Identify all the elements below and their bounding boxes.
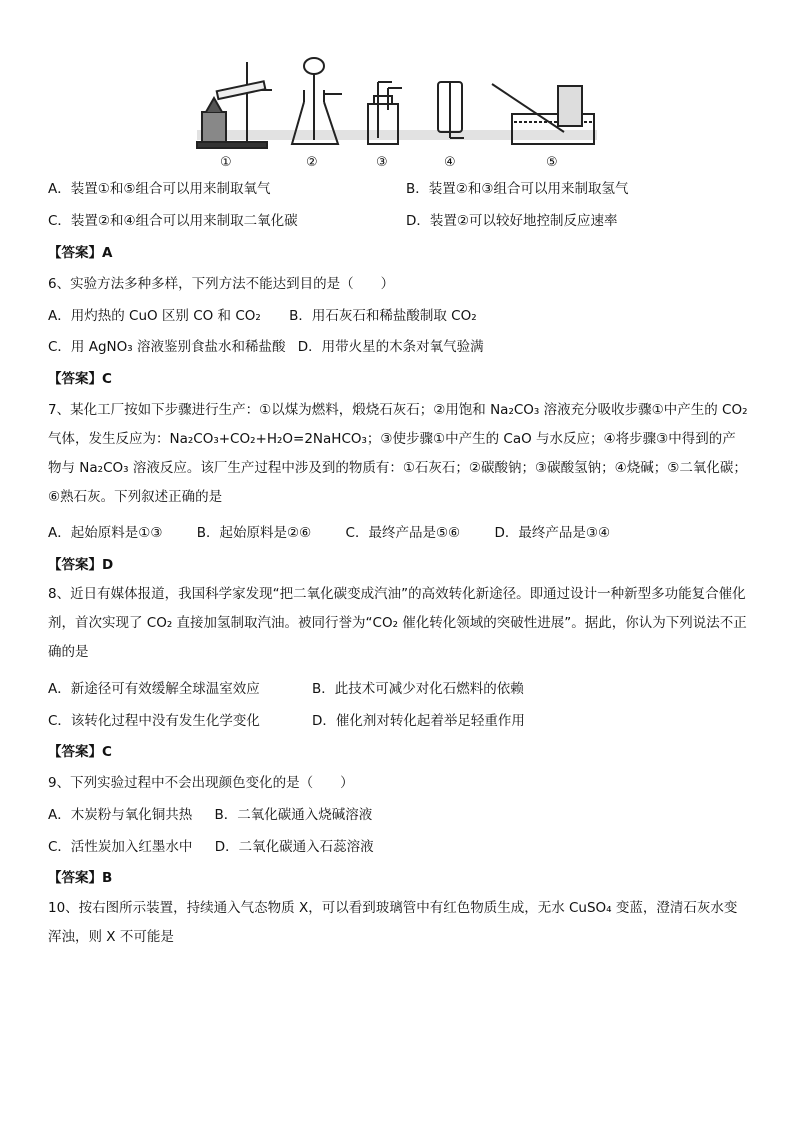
q9-stem: 9、下列实验过程中不会出现颜色变化的是（ ） bbox=[48, 775, 354, 791]
apparatus-label-1: ① bbox=[220, 155, 232, 170]
apparatus-figure bbox=[192, 52, 602, 170]
q9-option-b: B．二氧化碳通入烧碱溶液 bbox=[214, 807, 373, 823]
q6-option-b: B．用石灰石和稀盐酸制取 CO₂ bbox=[289, 308, 477, 324]
q8-option-row-2 bbox=[48, 712, 525, 730]
q8-option-row-1 bbox=[48, 680, 524, 698]
q7-option-b: B．起始原料是②⑥ bbox=[196, 525, 312, 541]
q6-option-row-1 bbox=[48, 307, 477, 325]
apparatus-label-3: ③ bbox=[376, 155, 388, 170]
q7-option-a: A．起始原料是①③ bbox=[48, 525, 163, 541]
q9-option-row-2 bbox=[48, 838, 374, 856]
q5-option-b: B．装置②和③组合可以用来制取氢气 bbox=[406, 181, 629, 197]
apparatus-label-2: ② bbox=[306, 155, 318, 170]
q7-option-c: C．最终产品是⑤⑥ bbox=[345, 525, 461, 541]
q5-answer: 【答案】A bbox=[48, 245, 113, 261]
apparatus-label-4: ④ bbox=[444, 155, 456, 170]
apparatus-label-5: ⑤ bbox=[546, 155, 558, 170]
q5-option-c: C．装置②和④组合可以用来制取二氧化碳 bbox=[48, 213, 298, 229]
q6-option-a: A．用灼热的 CuO 区别 CO 和 CO₂ bbox=[48, 308, 261, 324]
q7-stem: 7、某化工厂按如下步骤进行生产：①以煤为燃料，煅烧石灰石；②用饱和 Na₂CO₃ 溶液充分吸收步骤①中产生的 CO₂ 气体，发生反应为：Na₂CO₃+CO₂+H₂O=2NaHCO₃；③使步骤①中产生的 CaO 与水反应；④将步骤③中得到的产物与 Na₂CO₃ 溶液反应。该厂生产过程中涉及到的物质有：①石灰石；②碳酸钠；③碳酸氢钠；④烧碱；⑤二氧化碳；⑥熟石灰。下列叙述正确的是 bbox=[48, 402, 748, 505]
q6-option-d: D．用带火星的木条对氧气验满 bbox=[297, 339, 484, 355]
q8-answer: 【答案】C bbox=[48, 744, 112, 760]
q5-option-row-2 bbox=[48, 212, 618, 230]
q9-answer: 【答案】B bbox=[48, 870, 113, 886]
q8-stem: 8、近日有媒体报道，我国科学家发现“把二氧化碳变成汽油”的高效转化新途径。即通过设计一种新型多功能复合催化剂，首次实现了 CO₂ 直接加氢制取汽油。被同行誉为“CO₂ 催化转化领域的突破性进展”。据此，你认为下列说法不正确的是 bbox=[48, 586, 747, 660]
q5-option-a: A．装置①和⑤组合可以用来制取氧气 bbox=[48, 181, 271, 197]
q5-option-d: D．装置②可以较好地控制反应速率 bbox=[406, 213, 618, 229]
q7-options bbox=[48, 524, 610, 542]
apparatus-4-collection-bottle bbox=[438, 82, 464, 138]
q9-option-d: D．二氧化碳通入石蕊溶液 bbox=[214, 839, 374, 855]
q10-stem: 10、按右图所示装置，持续通入气态物质 X，可以看到玻璃管中有红色物质生成，无水 CuSO₄ 变蓝，澄清石灰水变浑浊，则 X 不可能是 bbox=[48, 900, 738, 945]
q7-option-d: D．最终产品是③④ bbox=[494, 525, 611, 541]
q8-option-a: A．新途径可有效缓解全球温室效应 bbox=[48, 681, 260, 697]
q8-option-b: B．此技术可减少对化石燃料的依赖 bbox=[312, 681, 524, 697]
q6-stem: 6、实验方法多种多样，下列方法不能达到目的是（ ） bbox=[48, 276, 395, 292]
q9-option-a: A．木炭粉与氧化铜共热 bbox=[48, 807, 193, 823]
q8-option-d: D．催化剂对转化起着举足轻重作用 bbox=[312, 713, 525, 729]
q9-option-row-1 bbox=[48, 806, 372, 824]
q9-option-c: C．活性炭加入红墨水中 bbox=[48, 839, 193, 855]
q7-answer: 【答案】D bbox=[48, 557, 114, 573]
q6-option-row-2 bbox=[48, 338, 484, 356]
q6-option-c: C．用 AgNO₃ 溶液鉴别食盐水和稀盐酸 bbox=[48, 339, 286, 355]
q6-answer: 【答案】C bbox=[48, 371, 112, 387]
q5-option-row-1 bbox=[48, 180, 629, 198]
q8-option-c: C．该转化过程中没有发生化学变化 bbox=[48, 713, 260, 729]
